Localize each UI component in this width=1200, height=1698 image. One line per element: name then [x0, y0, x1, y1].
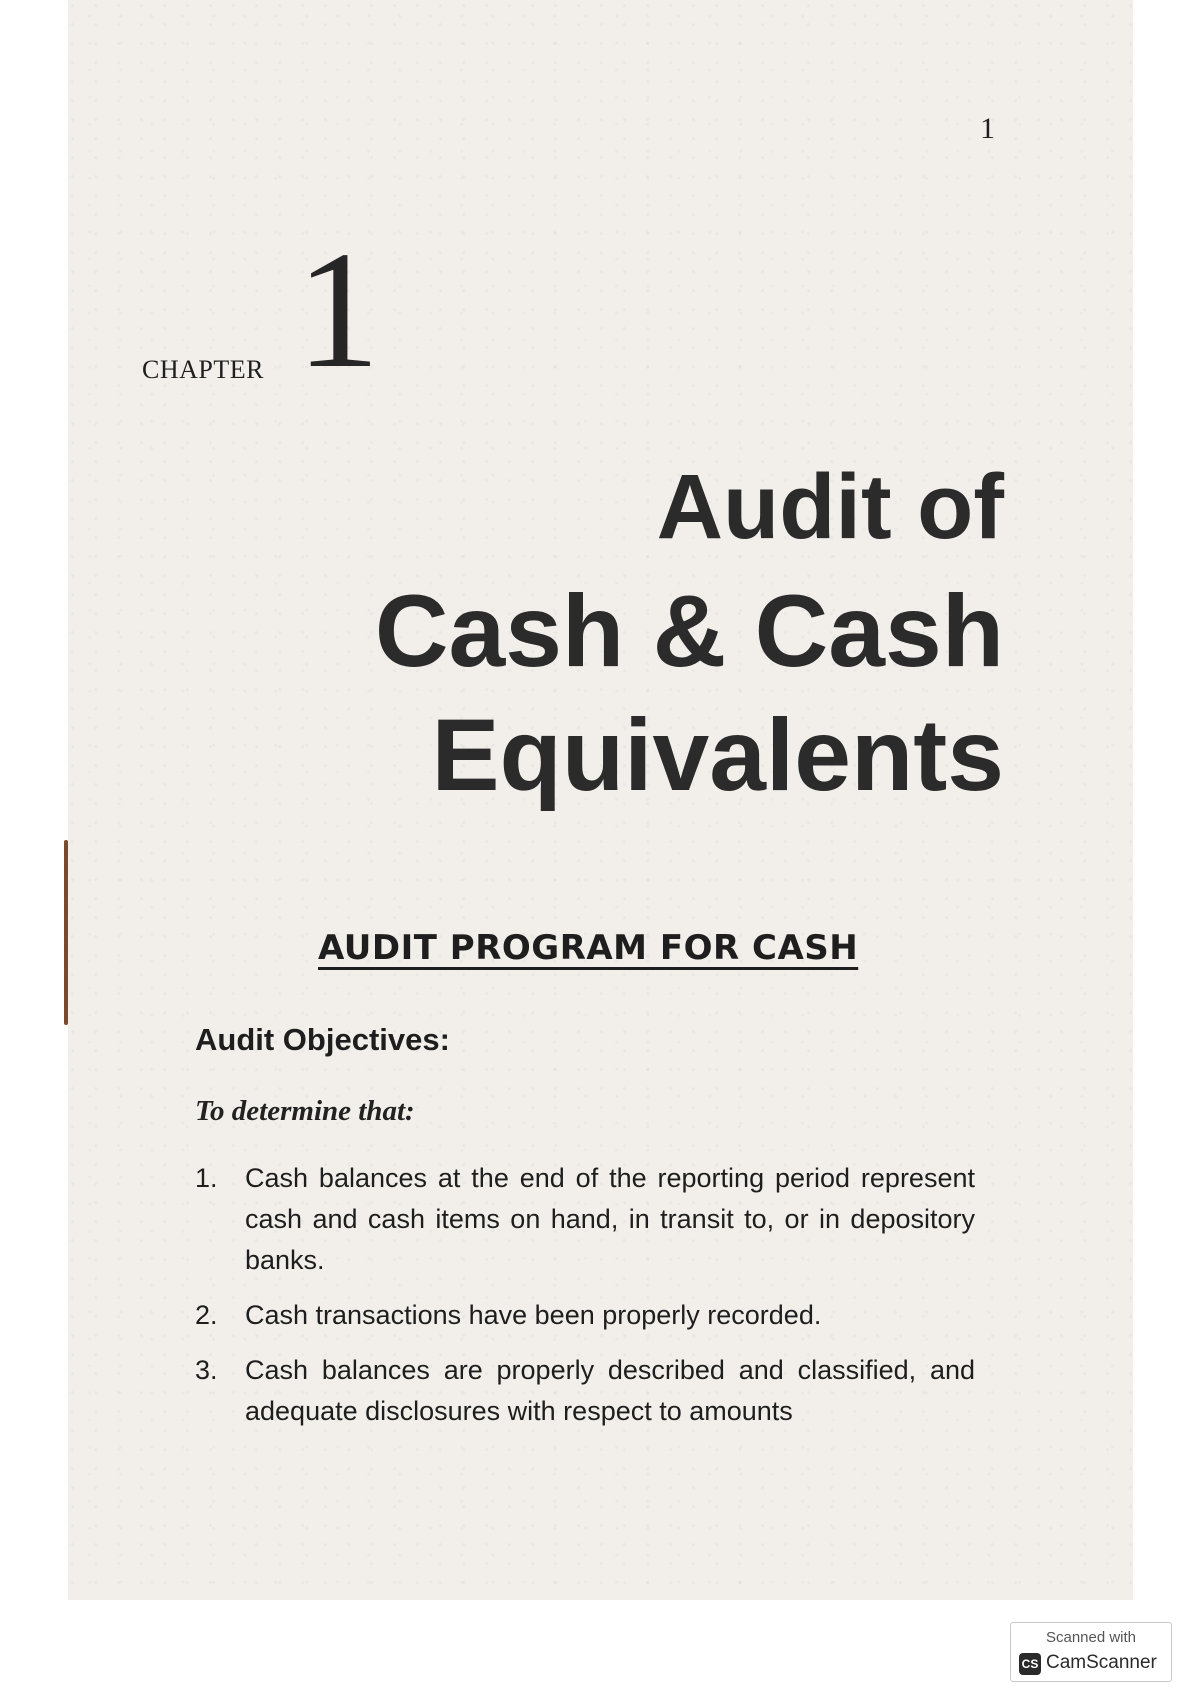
- page-number: 1: [980, 112, 995, 145]
- chapter-label: CHAPTER: [142, 355, 264, 384]
- chapter-title: [375, 445, 1004, 817]
- list-item-number: 3.: [195, 1355, 218, 1385]
- watermark-brand: CamScanner: [1046, 1652, 1157, 1673]
- list-item-number: 1.: [195, 1163, 218, 1193]
- list-item-text: Cash balances are properly described and classified, and adequate disclosures with respect to amounts: [245, 1355, 975, 1426]
- list-item: [195, 1158, 975, 1281]
- camscanner-watermark: [1010, 1622, 1172, 1682]
- list-item: [195, 1350, 975, 1432]
- chapter-title-line: Cash & Cash: [374, 574, 1004, 688]
- section-heading: AUDIT PROGRAM FOR CASH: [318, 928, 859, 968]
- audit-objectives-heading: Audit Objectives:: [195, 1022, 450, 1057]
- camscanner-logo-icon: CS: [1019, 1653, 1041, 1675]
- objectives-list: [195, 1158, 975, 1446]
- list-item-text: Cash balances at the end of the reporting period represent cash and cash items on hand, in transit to, or in depository banks.: [245, 1163, 975, 1275]
- page-edge-shadow: [64, 840, 68, 1025]
- chapter-title-line: Equivalents: [431, 698, 1004, 812]
- chapter-number: 1: [296, 217, 380, 403]
- chapter-title-line: Audit of: [656, 456, 1004, 558]
- list-item-text: Cash transactions have been properly recorded.: [245, 1300, 822, 1330]
- list-item: [195, 1295, 975, 1336]
- watermark-caption: Scanned with: [1045, 1629, 1137, 1646]
- intro-text: To determine that:: [195, 1095, 415, 1127]
- list-item-number: 2.: [195, 1300, 218, 1330]
